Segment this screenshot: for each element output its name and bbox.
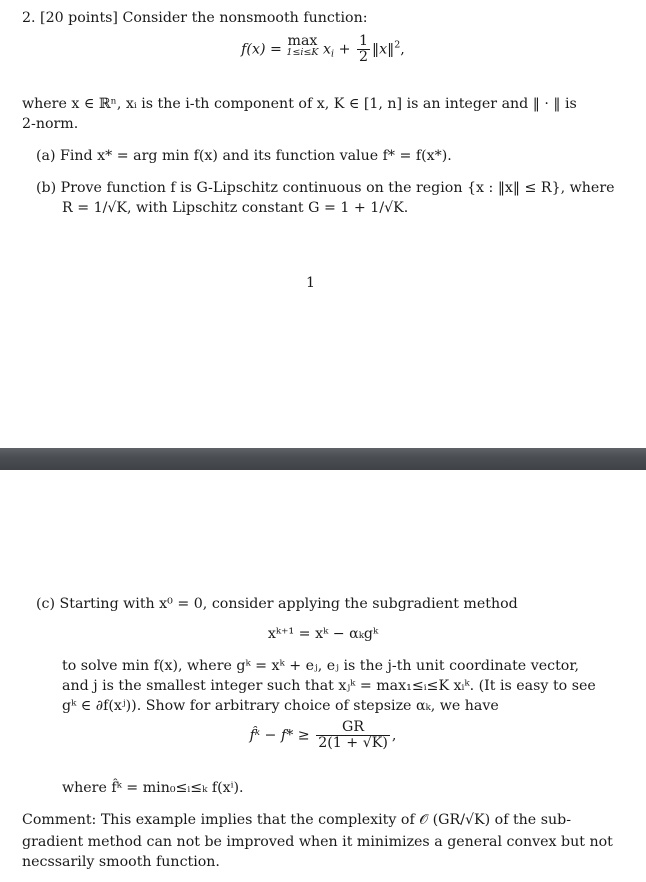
bound-numerator: GR [342,719,365,735]
max-range: 1≤i≤K [286,47,319,58]
comment-line-3: necssarily smooth function. [22,854,220,870]
bound-lhs: f̂ᵏ − f* ≥ [249,727,315,744]
solve-line-1: to solve min f(x), where gᵏ = xᵏ + eⱼ, eⱼ is the j-th unit coordinate vector, [62,658,580,674]
plus-sign: + [334,41,356,58]
lower-bound-formula [0,720,646,751]
update-rule: xᵏ⁺¹ = xᵏ − αₖgᵏ [267,626,379,642]
max-term-sub: i [331,48,335,60]
part-b-line-2: R = 1/√K, with Lipschitz constant G = 1 + 1/√K. [62,200,409,216]
function-definition [0,34,646,65]
norm-term: ‖x‖ [372,41,395,58]
function-lhs: f(x) = [241,41,287,58]
comment-line-2: gradient method can not be improved when it minimizes a general convex but not [22,834,613,850]
comment-line-1: Comment: This example implies that the complexity of 𝒪 (GR/√K) of the sub- [22,812,572,828]
fraction-denominator: 2 [359,49,369,65]
bound-fraction [316,720,390,751]
page-separator [0,448,646,470]
part-b-line-1: (b) Prove function f is G-Lipschitz continuous on the region {x : ‖x‖ ≤ R}, where [36,180,615,196]
solve-line-3: gᵏ ∈ ∂f(xʲ)). Show for arbitrary choice of stepsize αₖ, we have [62,698,499,714]
part-c-line-1: (c) Starting with x⁰ = 0, consider applying the subgradient method [36,596,518,612]
max-label: max [287,33,318,49]
page-number: 1 [306,275,316,291]
bound-end: , [391,727,397,744]
function-end: , [400,41,405,58]
max-term: x [323,41,332,58]
where-line: where x ∈ ℝⁿ, xᵢ is the i-th component of x, K ∈ [1, n] is an integer and ‖ · ‖ is [22,96,577,112]
where-line-continued: 2-norm. [22,116,79,132]
where-fhat: where f̂ᵏ = min₀≤ᵢ≤ₖ f(xⁱ). [62,780,244,796]
problem-heading: 2. [20 points] Consider the nonsmooth function: [22,10,368,26]
max-operator [286,34,318,58]
pdf-page-2 [0,470,646,882]
fraction-numerator: 1 [359,33,369,49]
part-a: (a) Find x* = arg min f(x) and its function value f* = f(x*). [36,148,452,164]
bound-denominator: 2(1 + √K) [318,735,388,751]
norm-exponent: 2 [394,39,401,51]
half-fraction [357,34,370,65]
solve-line-2: and j is the smallest integer such that xⱼᵏ = max₁≤ᵢ≤K xᵢᵏ. (It is easy to see [62,678,596,694]
